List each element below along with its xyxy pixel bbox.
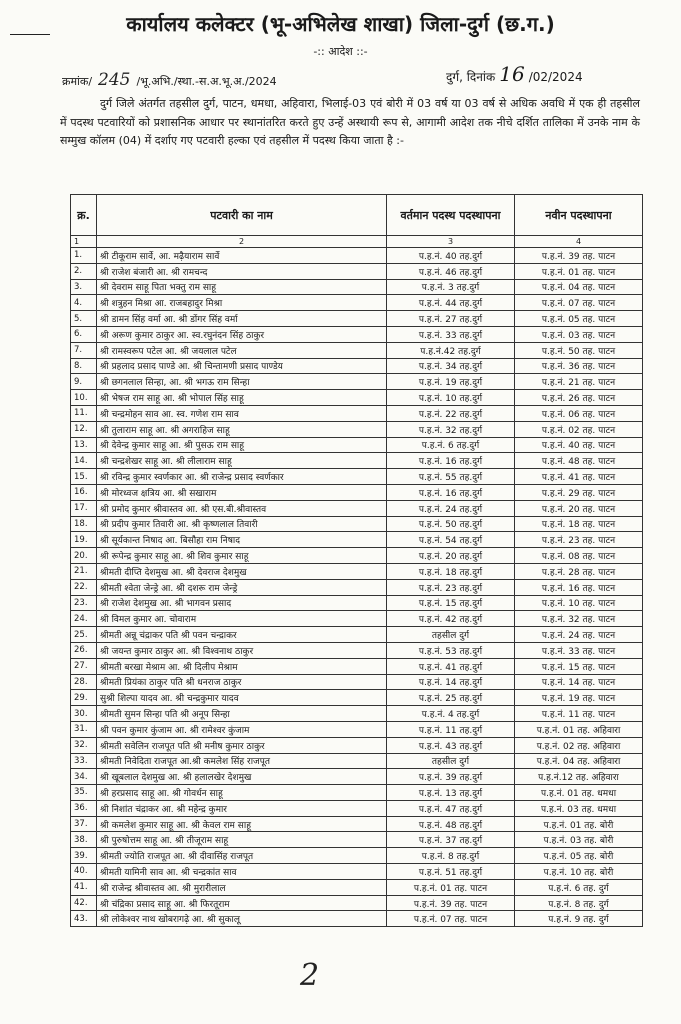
col-number: 3 [387, 236, 515, 248]
name-cell: श्री मोरध्वज क्षत्रिय आ. श्री सखाराम [97, 484, 387, 500]
new-posting-cell: प.ह.नं. 48 तह. पाटन [515, 453, 643, 469]
table-row [71, 421, 643, 437]
serial-cell: 4. [71, 295, 97, 311]
current-posting-cell: प.ह.नं. 16 तह.दुर्ग [387, 453, 515, 469]
serial-cell: 16. [71, 484, 97, 500]
table-row [71, 437, 643, 453]
name-cell: श्री राजेश देशमुख आ. श्री भागवन प्रसाद [97, 595, 387, 611]
current-posting-cell: प.ह.नं. 33 तह.दुर्ग [387, 326, 515, 342]
col-number: 2 [97, 236, 387, 248]
col-number: 1 [71, 236, 97, 248]
serial-cell: 24. [71, 611, 97, 627]
header-new-posting: नवीन पदस्थापना [515, 195, 643, 236]
table-row [71, 453, 643, 469]
current-posting-cell: प.ह.नं. 39 तह. पाटन [387, 895, 515, 911]
name-cell: श्री लोकेश्वर नाथ खोबरागढ़े आ. श्री सुकालू [97, 911, 387, 927]
current-posting-cell: प.ह.नं. 39 तह.दुर्ग [387, 769, 515, 785]
name-cell: श्री अरूण कुमार ठाकुर आ. स्व.रघुनंदन सिंह ठाकुर [97, 326, 387, 342]
serial-cell: 29. [71, 690, 97, 706]
table-row [71, 611, 643, 627]
new-posting-cell: प.ह.नं. 07 तह. पाटन [515, 295, 643, 311]
serial-cell: 28. [71, 674, 97, 690]
current-posting-cell: प.ह.नं. 42 तह.दुर्ग [387, 611, 515, 627]
name-cell: श्री देवराम साहू पिता भक्तु राम साहू [97, 279, 387, 295]
table-row [71, 500, 643, 516]
name-cell: श्री रूपेन्द्र कुमार साहू आ. श्री शिव कुमार साहू [97, 548, 387, 564]
table-row [71, 563, 643, 579]
current-posting-cell: प.ह.नं. 23 तह.दुर्ग [387, 579, 515, 595]
current-posting-cell: प.ह.नं. 24 तह.दुर्ग [387, 500, 515, 516]
serial-cell: 13. [71, 437, 97, 453]
serial-cell: 33. [71, 753, 97, 769]
header-name: पटवारी का नाम [97, 195, 387, 236]
name-cell: श्री डामन सिंह वर्मा आ. श्री डोंगर सिंह वर्मा [97, 311, 387, 327]
name-cell: श्रीमती श्वेता जेन्ड्रे आ. श्री दशरू राम जेन्ड्रे [97, 579, 387, 595]
new-posting-cell: प.ह.नं. 01 तह. बोरी [515, 816, 643, 832]
table-row [71, 832, 643, 848]
new-posting-cell: प.ह.नं. 16 तह. पाटन [515, 579, 643, 595]
new-posting-cell: प.ह.नं. 01 तह. पाटन [515, 263, 643, 279]
date-suffix: /02/2024 [528, 70, 583, 84]
table-row [71, 737, 643, 753]
serial-cell: 2. [71, 263, 97, 279]
serial-cell: 31. [71, 721, 97, 737]
new-posting-cell: प.ह.नं. 15 तह. पाटन [515, 658, 643, 674]
name-cell: श्री शत्रुहन मिश्रा आ. राजबहादुर मिश्रा [97, 295, 387, 311]
new-posting-cell: प.ह.नं. 02 तह. पाटन [515, 421, 643, 437]
new-posting-cell: प.ह.नं. 03 तह. पाटन [515, 326, 643, 342]
name-cell: श्री तुलाराम साहू आ. श्री अगराहिज साहू [97, 421, 387, 437]
table-row [71, 374, 643, 390]
table-row [71, 326, 643, 342]
date-day-handwritten: 16 [499, 62, 525, 86]
table-row [71, 484, 643, 500]
current-posting-cell: प.ह.नं. 40 तह.दुर्ग [387, 248, 515, 264]
ref-number-handwritten: 245 [98, 70, 131, 90]
serial-cell: 22. [71, 579, 97, 595]
col-number: 4 [515, 236, 643, 248]
order-paragraph: दुर्ग जिले अंतर्गत तहसील दुर्ग, पाटन, धमधा, अहिवारा, भिलाई-03 एवं बोरी में 03 वर्ष या 03 वर्ष से अधिक अवधि में एक ही तहसील में पदस्थ पटवारियों को प्रशासनिक आधार पर स्थानांतरित करते हुए उन्हें अस्थायी रूप से, आगामी आदेश तक नीचे दर्शित तालिका में उनके नाम के सम्मुख कॉलम (04) में दर्शाए गए पटवारी हल्का एवं तहसील में पदस्थ किया जाता है :- [60, 97, 640, 147]
new-posting-cell: प.ह.नं. 21 तह. पाटन [515, 374, 643, 390]
serial-cell: 20. [71, 548, 97, 564]
new-posting-cell: प.ह.नं. 11 तह. पाटन [515, 706, 643, 722]
serial-cell: 5. [71, 311, 97, 327]
name-cell: श्रीमती सुमन सिन्हा पति श्री अनूप सिन्हा [97, 706, 387, 722]
transfer-table [70, 194, 643, 927]
current-posting-cell: प.ह.नं. 3 तह.दुर्ग [387, 279, 515, 295]
table-row [71, 753, 643, 769]
name-cell: श्री जयन्त कुमार ठाकुर आ. श्री विश्वनाथ ठाकुर [97, 642, 387, 658]
serial-cell: 40. [71, 864, 97, 880]
table-row [71, 864, 643, 880]
new-posting-cell: प.ह.नं. 8 तह. दुर्ग [515, 895, 643, 911]
new-posting-cell: प.ह.नं. 03 तह. बोरी [515, 832, 643, 848]
name-cell: श्री भेषज राम साहू आ. श्री भोपाल सिंह साहू [97, 390, 387, 406]
current-posting-cell: प.ह.नं. 16 तह.दुर्ग [387, 484, 515, 500]
name-cell: श्री रामस्वरूप पटेल आ. श्री जयलाल पटेल [97, 342, 387, 358]
table-row [71, 674, 643, 690]
table-row [71, 469, 643, 485]
header-current-posting: वर्तमान पदस्थ पदस्थापना [387, 195, 515, 236]
table-row [71, 311, 643, 327]
new-posting-cell: प.ह.नं. 23 तह. पाटन [515, 532, 643, 548]
current-posting-cell: प.ह.नं. 11 तह.दुर्ग [387, 721, 515, 737]
serial-cell: 23. [71, 595, 97, 611]
new-posting-cell: प.ह.नं. 19 तह. पाटन [515, 690, 643, 706]
new-posting-cell: प.ह.नं. 01 तह. धमधा [515, 785, 643, 801]
new-posting-cell: प.ह.नं. 50 तह. पाटन [515, 342, 643, 358]
order-label: -:: आदेश ::- [313, 45, 368, 58]
current-posting-cell: प.ह.नं. 55 तह.दुर्ग [387, 469, 515, 485]
table-row [71, 295, 643, 311]
ref-prefix: क्रमांक/ [62, 75, 93, 88]
current-posting-cell: प.ह.नं. 25 तह.दुर्ग [387, 690, 515, 706]
reference-number [62, 70, 277, 90]
table-row [71, 579, 643, 595]
new-posting-cell: प.ह.नं. 14 तह. पाटन [515, 674, 643, 690]
new-posting-cell: प.ह.नं. 28 तह. पाटन [515, 563, 643, 579]
name-cell: श्री कमलेश कुमार साहू आ. श्री केवल राम साहू [97, 816, 387, 832]
serial-cell: 6. [71, 326, 97, 342]
name-cell: श्री राजेश बंजारी आ. श्री रामचन्द [97, 263, 387, 279]
name-cell: श्री हरप्रसाद साहू आ. श्री गोवर्धन साहू [97, 785, 387, 801]
new-posting-cell: प.ह.नं. 02 तह. अहिवारा [515, 737, 643, 753]
name-cell: श्री विमल कुमार आ. चोवाराम [97, 611, 387, 627]
serial-cell: 10. [71, 390, 97, 406]
name-cell: श्री प्रदीप कुमार तिवारी आ. श्री कृष्णलाल तिवारी [97, 516, 387, 532]
new-posting-cell: प.ह.नं. 10 तह. बोरी [515, 864, 643, 880]
current-posting-cell: प.ह.नं. 44 तह.दुर्ग [387, 295, 515, 311]
table-row [71, 642, 643, 658]
name-cell: श्री सूर्यकान्त निषाद आ. बिसौहा राम निषाद [97, 532, 387, 548]
new-posting-cell: प.ह.नं. 20 तह. पाटन [515, 500, 643, 516]
current-posting-cell: प.ह.नं. 15 तह.दुर्ग [387, 595, 515, 611]
name-cell: श्री देवेन्द्र कुमार साहू आ. श्री पुसऊ राम साहू [97, 437, 387, 453]
new-posting-cell: प.ह.नं. 04 तह. अहिवारा [515, 753, 643, 769]
current-posting-cell: प.ह.नं. 19 तह.दुर्ग [387, 374, 515, 390]
table-row [71, 879, 643, 895]
name-cell: श्री चन्द्रशेखर साहू आ. श्री लीलाराम साहू [97, 453, 387, 469]
serial-cell: 42. [71, 895, 97, 911]
name-cell: श्री राजेन्द्र श्रीवास्तव आ. श्री मुरारीलाल [97, 879, 387, 895]
serial-cell: 15. [71, 469, 97, 485]
ref-suffix: /भू.अभि./स्था.-स.अ.भू.अ./2024 [136, 75, 277, 88]
serial-cell: 32. [71, 737, 97, 753]
table-row [71, 595, 643, 611]
serial-cell: 21. [71, 563, 97, 579]
serial-cell: 26. [71, 642, 97, 658]
current-posting-cell: तहसील दुर्ग [387, 753, 515, 769]
new-posting-cell: प.ह.नं. 32 तह. पाटन [515, 611, 643, 627]
date-prefix: दुर्ग, दिनांक [446, 70, 496, 84]
new-posting-cell: प.ह.नं. 10 तह. पाटन [515, 595, 643, 611]
table-row [71, 548, 643, 564]
serial-cell: 3. [71, 279, 97, 295]
current-posting-cell: प.ह.नं. 41 तह.दुर्ग [387, 658, 515, 674]
current-posting-cell: प.ह.नं. 34 तह.दुर्ग [387, 358, 515, 374]
table-row [71, 800, 643, 816]
new-posting-cell: प.ह.नं. 24 तह. पाटन [515, 627, 643, 643]
serial-cell: 11. [71, 405, 97, 421]
new-posting-cell: प.ह.नं. 36 तह. पाटन [515, 358, 643, 374]
current-posting-cell: प.ह.नं. 14 तह.दुर्ग [387, 674, 515, 690]
current-posting-cell: प.ह.नं. 20 तह.दुर्ग [387, 548, 515, 564]
table-row [71, 785, 643, 801]
new-posting-cell: प.ह.नं. 39 तह. पाटन [515, 248, 643, 264]
table-row [71, 769, 643, 785]
new-posting-cell: प.ह.नं. 6 तह. दुर्ग [515, 879, 643, 895]
current-posting-cell: प.ह.नं. 53 तह.दुर्ग [387, 642, 515, 658]
current-posting-cell: प.ह.नं. 48 तह.दुर्ग [387, 816, 515, 832]
current-posting-cell: प.ह.नं. 50 तह.दुर्ग [387, 516, 515, 532]
serial-cell: 30. [71, 706, 97, 722]
new-posting-cell: प.ह.नं. 18 तह. पाटन [515, 516, 643, 532]
serial-cell: 34. [71, 769, 97, 785]
table-row [71, 721, 643, 737]
signature: 2 [300, 958, 320, 993]
name-cell: श्री रविन्द्र कुमार स्वर्णकार आ. श्री राजेन्द्र प्रसाद स्वर्णकार [97, 469, 387, 485]
name-cell: श्रीमती ज्योति राजपूत आ. श्री दीवासिंह राजपूत [97, 848, 387, 864]
name-cell: श्री खूबलाल देशमुख आ. श्री हलालखेर देशमुख [97, 769, 387, 785]
serial-cell: 8. [71, 358, 97, 374]
table-row [71, 911, 643, 927]
serial-cell: 7. [71, 342, 97, 358]
new-posting-cell: प.ह.नं. 05 तह. बोरी [515, 848, 643, 864]
serial-cell: 36. [71, 800, 97, 816]
table-row [71, 263, 643, 279]
table-row [71, 390, 643, 406]
table-row [71, 532, 643, 548]
current-posting-cell: प.ह.नं. 07 तह. पाटन [387, 911, 515, 927]
name-cell: श्री प्रमोद कुमार श्रीवास्तव आ. श्री एस.बी.श्रीवास्तव [97, 500, 387, 516]
table-row [71, 405, 643, 421]
name-cell: श्रीमती प्रियंका ठाकुर पति श्री धनराज ठाकुर [97, 674, 387, 690]
current-posting-cell: प.ह.नं. 43 तह.दुर्ग [387, 737, 515, 753]
name-cell: श्री निशांत चंद्राकर आ. श्री महेन्द्र कुमार [97, 800, 387, 816]
name-cell: श्री पुरुषोत्तम साहू आ. श्री तीजूराम साहू [97, 832, 387, 848]
serial-cell: 27. [71, 658, 97, 674]
current-posting-cell: तहसील दुर्ग [387, 627, 515, 643]
new-posting-cell: प.ह.नं. 08 तह. पाटन [515, 548, 643, 564]
serial-cell: 35. [71, 785, 97, 801]
name-cell: श्री चन्द्रमोहन साव आ. स्व. गणेश राम साव [97, 405, 387, 421]
table-row [71, 816, 643, 832]
new-posting-cell: प.ह.नं. 04 तह. पाटन [515, 279, 643, 295]
current-posting-cell: प.ह.नं. 6 तह.दुर्ग [387, 437, 515, 453]
table-row [71, 848, 643, 864]
name-cell: श्री प्रहलाद प्रसाद पाण्डे आ. श्री चिन्तामणी प्रसाद पाण्डेय [97, 358, 387, 374]
table-row [71, 706, 643, 722]
order-date [446, 62, 583, 86]
column-number-row [71, 236, 643, 248]
serial-cell: 25. [71, 627, 97, 643]
new-posting-cell: प.ह.नं. 03 तह. धमधा [515, 800, 643, 816]
name-cell: श्रीमती यामिनी साव आ. श्री चन्द्रकांत साव [97, 864, 387, 880]
table-row [71, 690, 643, 706]
serial-cell: 41. [71, 879, 97, 895]
current-posting-cell: प.ह.नं.42 तह.दुर्ग [387, 342, 515, 358]
table-row [71, 279, 643, 295]
serial-cell: 19. [71, 532, 97, 548]
name-cell: श्री छगनलाल सिन्हा, आ. श्री भगऊ राम सिन्हा [97, 374, 387, 390]
table-row [71, 627, 643, 643]
current-posting-cell: प.ह.नं. 54 तह.दुर्ग [387, 532, 515, 548]
serial-cell: 18. [71, 516, 97, 532]
current-posting-cell: प.ह.नं. 18 तह.दुर्ग [387, 563, 515, 579]
current-posting-cell: प.ह.नं. 32 तह.दुर्ग [387, 421, 515, 437]
name-cell: श्रीमती निवेदिता राजपूत आ.श्री कमलेश सिंह राजपूत [97, 753, 387, 769]
new-posting-cell: प.ह.नं. 40 तह. पाटन [515, 437, 643, 453]
name-cell: श्रीमती दीप्ति देशमुख आ. श्री देवराज देशमुख [97, 563, 387, 579]
new-posting-cell: प.ह.नं. 01 तह. अहिवारा [515, 721, 643, 737]
serial-cell: 37. [71, 816, 97, 832]
serial-cell: 38. [71, 832, 97, 848]
current-posting-cell: प.ह.नं. 37 तह.दुर्ग [387, 832, 515, 848]
current-posting-cell: प.ह.नं. 8 तह.दुर्ग [387, 848, 515, 864]
new-posting-cell: प.ह.नं. 06 तह. पाटन [515, 405, 643, 421]
new-posting-cell: प.ह.नं. 33 तह. पाटन [515, 642, 643, 658]
current-posting-cell: प.ह.नं. 46 तह.दुर्ग [387, 263, 515, 279]
office-title: कार्यालय कलेक्टर (भू-अभिलेख शाखा) जिला-दुर्ग (छ.ग.) [126, 12, 555, 36]
current-posting-cell: प.ह.नं. 10 तह.दुर्ग [387, 390, 515, 406]
table-row [71, 342, 643, 358]
new-posting-cell: प.ह.नं. 9 तह. दुर्ग [515, 911, 643, 927]
serial-cell: 17. [71, 500, 97, 516]
name-cell: श्रीमती सवेलिन राजपूत पति श्री मनीष कुमार ठाकुर [97, 737, 387, 753]
current-posting-cell: प.ह.नं. 4 तह.दुर्ग [387, 706, 515, 722]
current-posting-cell: प.ह.नं. 27 तह.दुर्ग [387, 311, 515, 327]
name-cell: श्री टीकूराम सार्वे, आ. मढ़ैयाराम सार्वे [97, 248, 387, 264]
current-posting-cell: प.ह.नं. 47 तह.दुर्ग [387, 800, 515, 816]
table-header-row [71, 195, 643, 236]
current-posting-cell: प.ह.नं. 01 तह. पाटन [387, 879, 515, 895]
name-cell: श्री चंद्रिका प्रसाद साहू आ. श्री फिरतूराम [97, 895, 387, 911]
new-posting-cell: प.ह.नं. 29 तह. पाटन [515, 484, 643, 500]
name-cell: श्री पवन कुमार कुंजाम आ. श्री रामेश्वर कुंजाम [97, 721, 387, 737]
serial-cell: 9. [71, 374, 97, 390]
name-cell: सुश्री शिल्पा यादव आ. श्री चन्द्रकुमार यादव [97, 690, 387, 706]
serial-cell: 39. [71, 848, 97, 864]
header-serial: क्र. [71, 195, 97, 236]
current-posting-cell: प.ह.नं. 22 तह.दुर्ग [387, 405, 515, 421]
new-posting-cell: प.ह.नं. 41 तह. पाटन [515, 469, 643, 485]
table-row [71, 895, 643, 911]
new-posting-cell: प.ह.नं. 05 तह. पाटन [515, 311, 643, 327]
table-row [71, 516, 643, 532]
new-posting-cell: प.ह.नं. 26 तह. पाटन [515, 390, 643, 406]
table-row [71, 358, 643, 374]
table-row [71, 248, 643, 264]
serial-cell: 14. [71, 453, 97, 469]
table-row [71, 658, 643, 674]
name-cell: श्रीमती अन्नू चंद्राकर पति श्री पवन चन्द्राकर [97, 627, 387, 643]
current-posting-cell: प.ह.नं. 51 तह.दुर्ग [387, 864, 515, 880]
current-posting-cell: प.ह.नं. 13 तह.दुर्ग [387, 785, 515, 801]
serial-cell: 1. [71, 248, 97, 264]
serial-cell: 43. [71, 911, 97, 927]
name-cell: श्रीमती बरखा मेश्राम आ. श्री दिलीप मेश्राम [97, 658, 387, 674]
serial-cell: 12. [71, 421, 97, 437]
new-posting-cell: प.ह.नं.12 तह. अहिवारा [515, 769, 643, 785]
